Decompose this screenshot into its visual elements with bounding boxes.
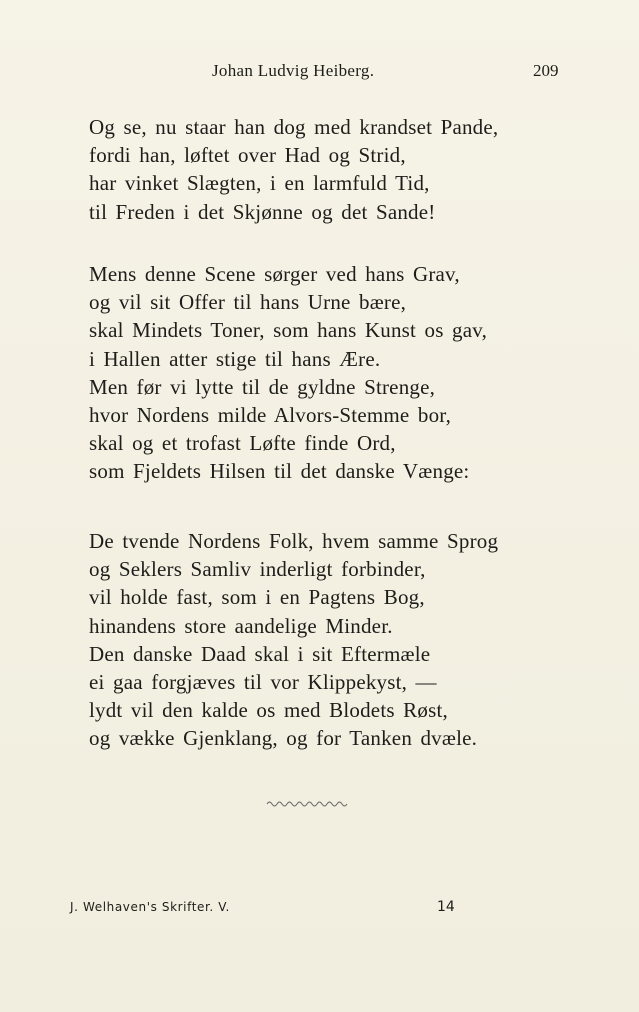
poem-line: og Seklers Samliv inderligt forbinder, bbox=[89, 557, 426, 582]
poem-line: Mens denne Scene sørger ved hans Grav, bbox=[89, 262, 460, 286]
poem-line: skal Mindets Toner, som hans Kunst os gav, bbox=[89, 318, 488, 343]
poem-line: og vække Gjenklang, og for Tanken dvæle. bbox=[89, 726, 478, 751]
poem-line: skal og et trofast Løfte finde Ord, bbox=[89, 431, 396, 456]
poem-line: vil holde fast, som i en Pagtens Bog, bbox=[89, 585, 425, 610]
poem-line: har vinket Slægten, i en larmfuld Tid, bbox=[89, 171, 430, 196]
running-head bbox=[0, 61, 639, 85]
poem-line: De tvende Nordens Folk, hvem samme Sprog bbox=[89, 529, 499, 553]
poem-line: hvor Nordens milde Alvors-Stemme bor, bbox=[89, 402, 452, 427]
page-number: 209 bbox=[533, 61, 559, 80]
poem-line: Den danske Daad skal i sit Eftermæle bbox=[89, 641, 431, 666]
poem-line: lydt vil den kalde os med Blodets Røst, bbox=[89, 698, 448, 723]
poem-line: Og se, nu staar han dog med krandset Pande, bbox=[89, 115, 499, 139]
page-footer bbox=[0, 900, 639, 920]
poem-line: Men før vi lytte til de gyldne Strenge, bbox=[89, 374, 436, 399]
running-title: Johan Ludvig Heiberg. bbox=[212, 61, 375, 80]
poem-line: hinandens store aandelige Minder. bbox=[89, 613, 393, 638]
stanza-1 bbox=[89, 113, 609, 226]
poem-line: til Freden i det Skjønne og det Sande! bbox=[89, 199, 436, 224]
sheet-number: 14 bbox=[437, 899, 455, 915]
stanza-3 bbox=[89, 527, 609, 753]
poem-line: fordi han, løftet over Had og Strid, bbox=[89, 143, 406, 168]
wavy-rule-ornament-icon bbox=[266, 798, 348, 808]
stanza-2 bbox=[89, 260, 609, 486]
poem-line: som Fjeldets Hilsen til det danske Vænge: bbox=[89, 459, 470, 484]
poem-line: og vil sit Offer til hans Urne bære, bbox=[89, 290, 407, 315]
signature-mark: J. Welhaven's Skrifter. V. bbox=[70, 900, 230, 914]
poem-line: ei gaa forgjæves til vor Klippekyst, — bbox=[89, 669, 437, 694]
poem-line: i Hallen atter stige til hans Ære. bbox=[89, 346, 381, 371]
